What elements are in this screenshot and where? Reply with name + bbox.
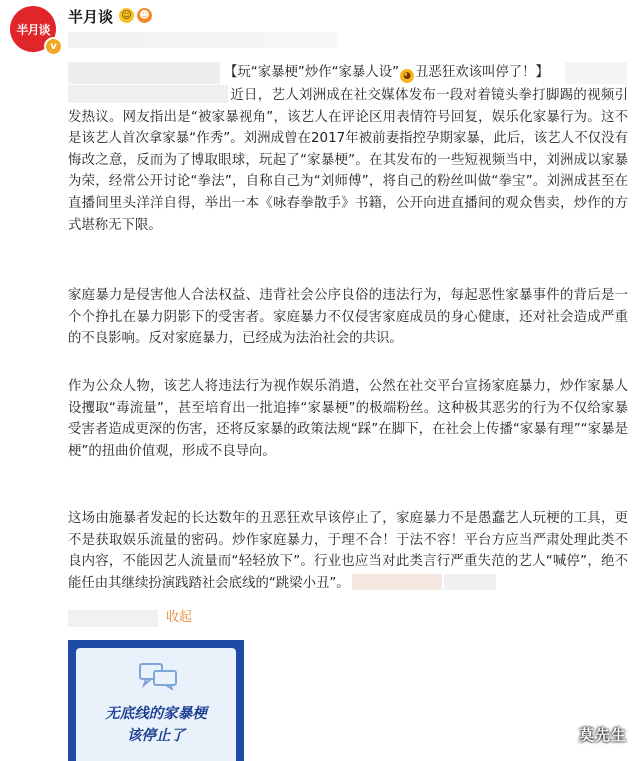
blurred-region: [352, 574, 442, 590]
chat-bubbles-icon: [138, 662, 178, 690]
paragraph-4: [68, 508, 628, 594]
paragraph-3-text: 作为公众人物，该艺人将违法行为视作娱乐消遣，公然在社交平台宣扬家庭暴力，炒作家暴人设攫取“毒流量”，甚至培育出一批追捧“家暴梗”的极端粉丝。这种极其恶劣的行为不仅给家暴受害者造成更深的伤害，还将反家暴的政策法规“踩”在脚下，在社会上传播“家暴有理”“家暴是梗”的扭曲价值观，形成不良导向。: [68, 379, 628, 459]
paragraph-4-text: 这场由施暴者发起的长达数年的丑恶狂欢早该停止了，家庭暴力不是愚蠢艺人玩梗的工具，更不是获取娱乐流量的密码。炒作家庭暴力，于理不合！于法不容！平台方应当严肃处理此类不良内容，不能因艺人流量而“轻轻放下”。行业也应当对此类言行严重失范的艺人“喊停”，绝不能任由其继续扮演践踏社会底线的“跳梁小丑”。: [68, 511, 628, 591]
emoji-badge-1-icon: ☺: [119, 8, 134, 23]
thumbnail-card: [76, 648, 236, 761]
post-header: [0, 0, 641, 55]
paragraph-2: [68, 285, 628, 350]
emoji-badge-2-icon: ☻: [137, 8, 152, 23]
blurred-region: [68, 610, 158, 627]
paragraph-1-text: 近日，艺人刘洲成在社交媒体发布一段对着镜头拳打脚踢的视频引发热议。网友指出是“被家暴视角”，该艺人在评论区用表情符号回复，娱乐化家暴行为。这不是该艺人首次拿家暴“作秀”。刘洲成曾在2017年被前妻指控孕期家暴，此后，该艺人不仅没有悔改之意，反而为了博取眼球，玩起了“家暴梗”。在其发布的一些短视频当中，刘洲成以家暴为荣，经常公开讨论“拳法”，自称自己为“刘师傅”，将自己的粉丝叫做“拳宝”。刘洲成甚至在直播间里头洋洋自得，举出一本《咏春拳散手》书籍，公开向进直播间的观众售卖，炒作的方式堪称无下限。: [68, 88, 628, 233]
blurred-region: [444, 574, 496, 590]
avatar-text: 半月谈: [16, 22, 50, 37]
collapse-link[interactable]: 收起: [166, 610, 193, 625]
thumbnail-caption: [82, 703, 230, 747]
blurred-region: [68, 62, 220, 84]
thumbnail-line-2: 该停止了: [127, 727, 185, 744]
paragraph-2-text: 家庭暴力是侵害他人合法权益、违背社会公序良俗的违法行为，每起恶性家暴事件的背后是一个个挣扎在暴力阴影下的受害者。家庭暴力不仅侵害家庭成员的身心健康，还对社会造成严重的不良影响。反对家庭暴力，已经成为法治社会的共识。: [68, 288, 628, 347]
verified-badge-icon: v: [44, 37, 63, 56]
sweat-face-icon: ◕: [400, 69, 414, 83]
thumbnail-line-1: 无底线的家暴梗: [105, 705, 207, 722]
paragraph-3: [68, 376, 628, 462]
title-after: 丑恶狂欢该叫停了！】: [415, 65, 549, 80]
post-title-row: [68, 60, 628, 84]
paragraph-1: [68, 85, 628, 236]
blurred-post-meta: [68, 32, 338, 48]
title-before: 【玩“家暴梗”炒作“家暴人设”: [224, 65, 400, 80]
post-image-thumbnail[interactable]: [68, 640, 244, 761]
account-name[interactable]: 半月谈: [68, 8, 114, 26]
watermark-text: 莫先生: [578, 726, 627, 744]
blurred-region: [68, 85, 228, 103]
blurred-region: [565, 62, 627, 84]
post-title: [224, 62, 549, 83]
